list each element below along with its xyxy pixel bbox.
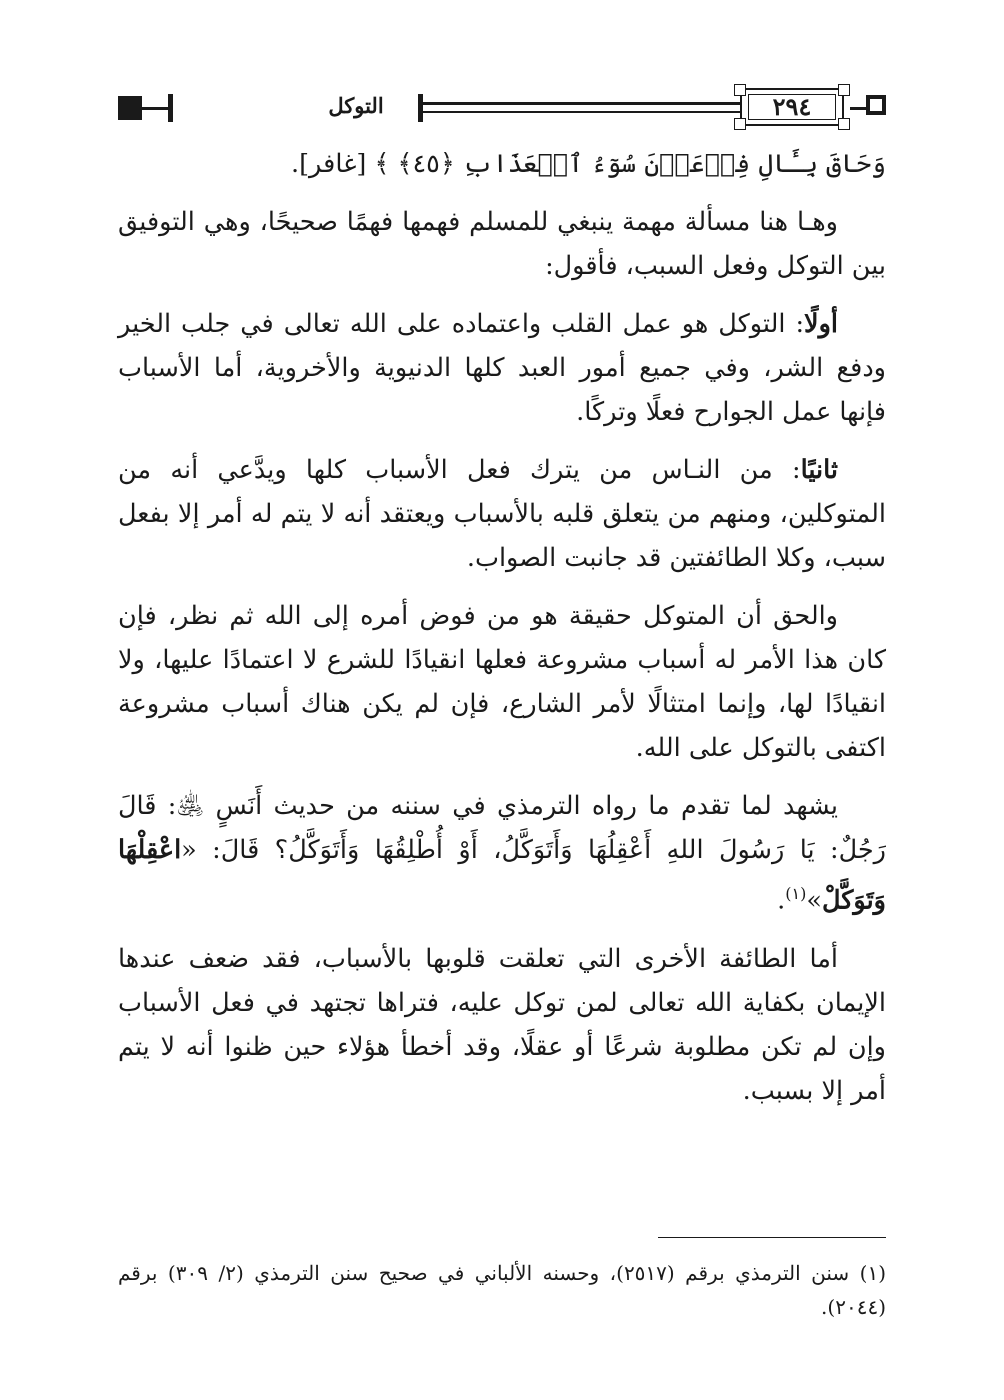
paragraph-4: والحق أن المتوكل حقيقة هو من فوض أمره إلى الله ثم نظر، فإن كان هذا الأمر له أسباب مشروعة فعلها انقيادًا للشرع لا اعتمادًا عليها، ولا انقيادًا لها، وإنما امتثالًا لأمر الشارع، فإن لم يكن هناك أسباب مشروعة اكتفى بالتوكل على الله.: [118, 601, 886, 763]
hadith-quote: اعْقِلْهَا وَتَوَكَّلْ: [118, 835, 886, 916]
header-rule-double-bottom: [423, 111, 740, 113]
header-rule-double-top: [423, 102, 740, 105]
header-ornament-square-right: [866, 95, 886, 115]
paragraph-2: [118, 302, 886, 434]
quran-verse-line: وَحَاقَ بِـَٔالِ فِرۡعَوۡنَ سُوٓءُ ٱلۡعَذَابِ ﴿٤٥﴾ ﴾ [غافر].: [291, 149, 886, 179]
page-header: [118, 86, 886, 130]
paragraph-6: أما الطائفة الأخرى التي تعلقت قلوبها بالأسباب، فقد ضعف عندها الإيمان بكفاية الله تعالى لمن توكل عليه، فتراها تجتهد في فعل الأسباب وإن لم تكن مطلوبة شرعًا أو عقلًا، وقد أخطأ هؤلاء حين ظنوا أنه لا يتم أمر إلا بسبب.: [118, 943, 886, 1106]
page-number: ٢٩٤: [772, 92, 812, 121]
paragraph-3: [118, 448, 886, 580]
header-ornament-square-left: [118, 96, 142, 120]
footnote-separator: [658, 1237, 886, 1238]
hadith-intro: يشهد لما تقدم ما رواه الترمذي في سننه من حديث أَنَسٍ ﵁: قَالَ رَجُلٌ: يَا رَسُولَ اللهِ أَعْقِلُهَا وَأَتَوَكَّلُ، أَوْ أُطْلِقُهَا وَأَتَوَكَّلُ؟ قَالَ: «: [118, 791, 886, 865]
paragraph-2-lead: أولًا: [804, 309, 838, 339]
paragraph-5-hadith: [118, 784, 886, 923]
header-rule-segment: [142, 107, 168, 110]
header-ornament-bar: [168, 94, 173, 122]
paragraph-1: وهـا هنا مسألة مهمة ينبغي للمسلم فهمها فهمًا صحيحًا، وهي التوفيق بين التوكل وفعل السبب، فأقول:: [118, 207, 886, 281]
footnote-reference[interactable]: (١): [785, 884, 807, 903]
hadith-quote-close: »: [806, 885, 822, 916]
hadith-end: .: [777, 885, 786, 916]
page-body: [118, 142, 886, 1127]
paragraph-2-text: : التوكل هو عمل القلب واعتماده على الله تعالى في جلب الخير ودفع الشر، وفي جميع أمور العبد كلها الدنيوية والأخروية، أما الأسباب فإنها عمل الجوارح فعلًا وتركًا.: [118, 309, 886, 427]
footnote: (١) سنن الترمذي برقم (٢٥١٧)، وحسنه الألباني في صحيح سنن الترمذي (٢/ ٣٠٩) برقم (٢٠٤٤).: [118, 1261, 886, 1319]
page-number-box: [740, 88, 844, 126]
paragraph-3-text: : من النـاس من يترك فعل الأسباب كلها ويدَّعي أنه من المتوكلين، ومنهم من يتعلق قلبه بالأسباب ويعتقد أنه لا يتم له أمر إلا بفعل سبب، وكلا الطائفتين قد جانبت الصواب.: [118, 455, 886, 573]
running-title: التوكل: [328, 93, 384, 118]
header-ornament-bar: [418, 94, 423, 122]
paragraph-3-lead: ثانيًا: [800, 455, 838, 485]
